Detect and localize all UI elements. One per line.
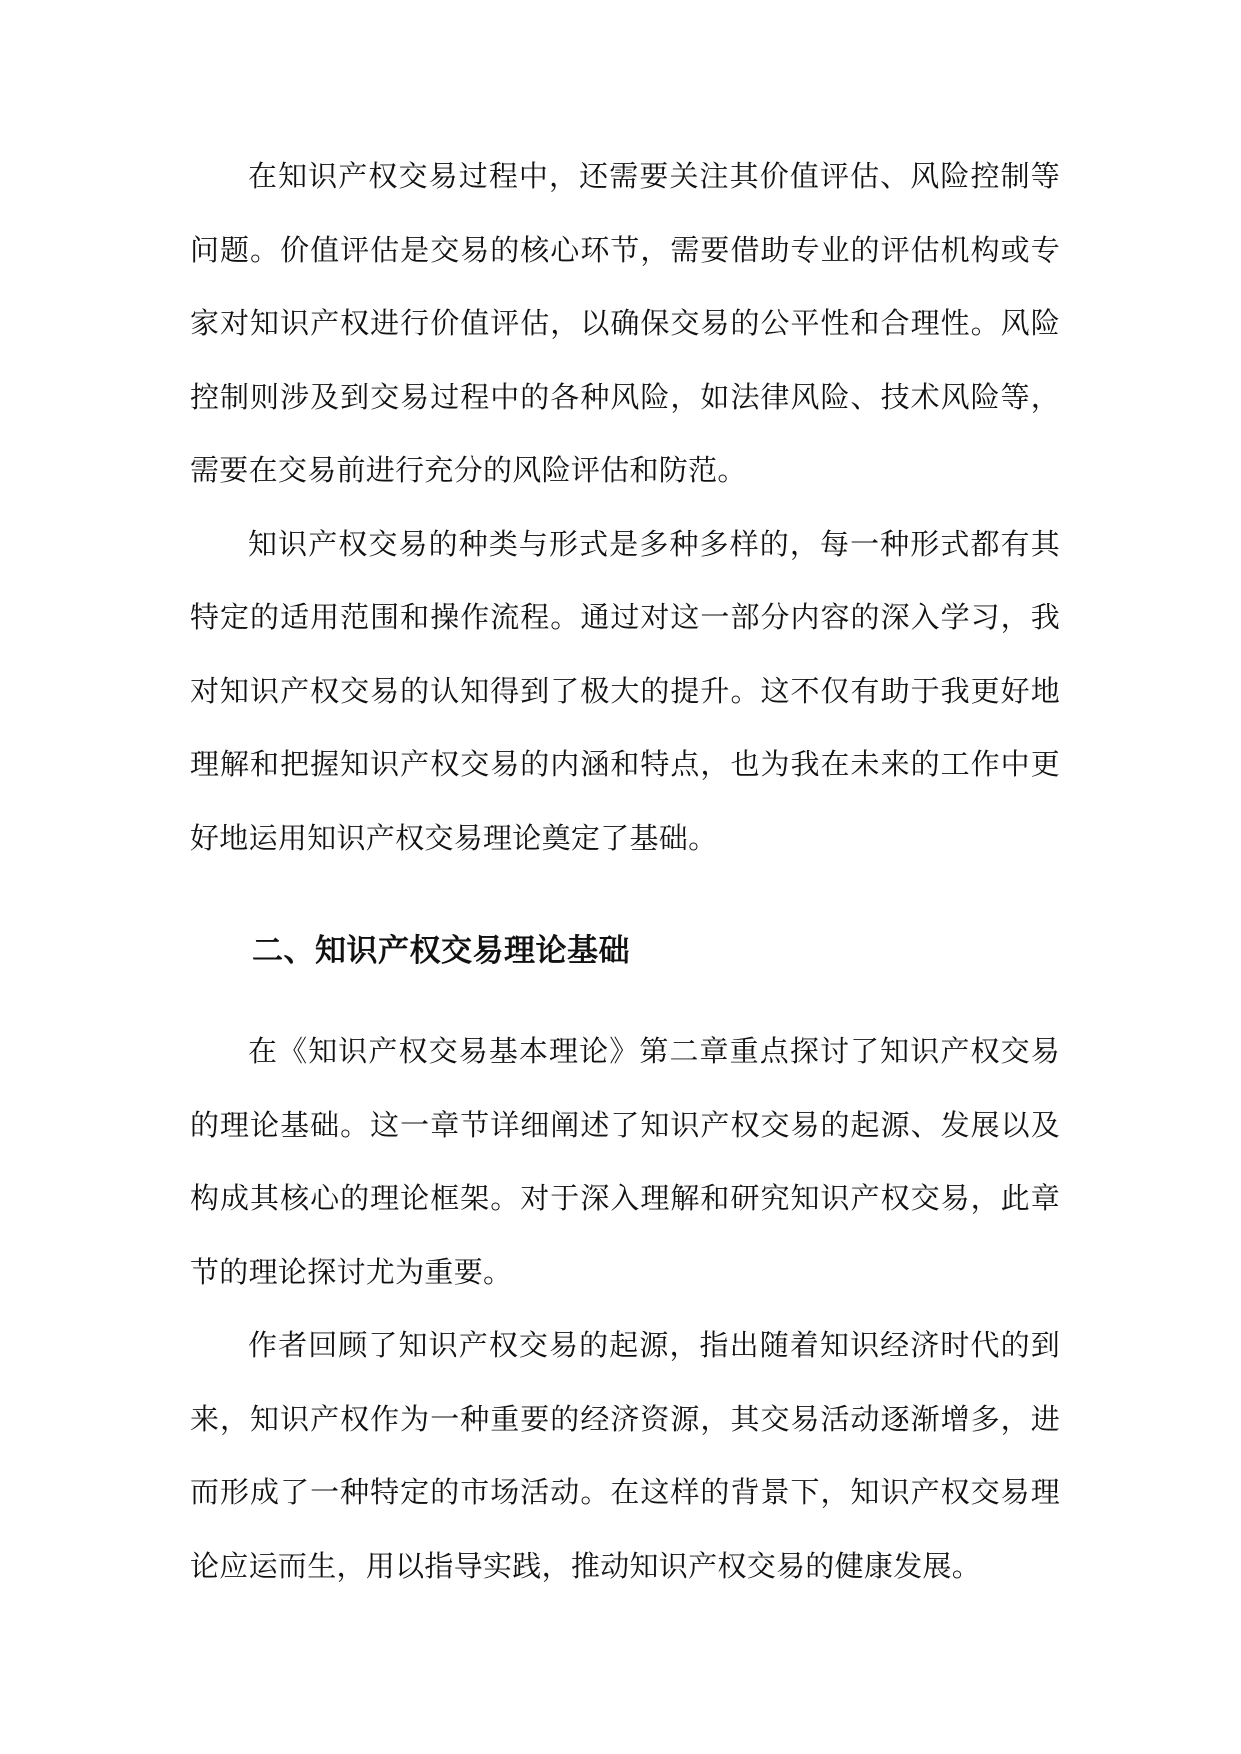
paragraph-origin-review: 作者回顾了知识产权交易的起源，指出随着知识经济时代的到来，知识产权作为一种重要的经济资源，其交易活动逐渐增多，进而形成了一种特定的市场活动。在这样的背景下，知识产权交易理论应运而生，用以指导实践，推动知识产权交易的健康发展。 [190, 1328, 1060, 1583]
document-body [190, 140, 1060, 1603]
paragraph-types-forms: 知识产权交易的种类与形式是多种多样的，每一种形式都有其特定的适用范围和操作流程。通过对这一部分内容的深入学习，我对知识产权交易的认知得到了极大的提升。这不仅有助于我更好地理解和把握知识产权交易的内涵和特点，也为我在未来的工作中更好地运用知识产权交易理论奠定了基础。 [190, 526, 1060, 855]
section-heading-theory-basis: 二、知识产权交易理论基础 [252, 933, 630, 969]
paragraph-chapter-two-intro: 在《知识产权交易基本理论》第二章重点探讨了知识产权交易的理论基础。这一章节详细阐述了知识产权交易的起源、发展以及构成其核心的理论框架。对于深入理解和研究知识产权交易，此章节的理论探讨尤为重要。 [190, 1034, 1060, 1289]
paragraph-valuation-risk: 在知识产权交易过程中，还需要关注其价值评估、风险控制等问题。价值评估是交易的核心环节，需要借助专业的评估机构或专家对知识产权进行价值评估，以确保交易的公平性和合理性。风险控制则涉及到交易过程中的各种风险，如法律风险、技术风险等，需要在交易前进行充分的风险评估和防范。 [190, 159, 1060, 487]
